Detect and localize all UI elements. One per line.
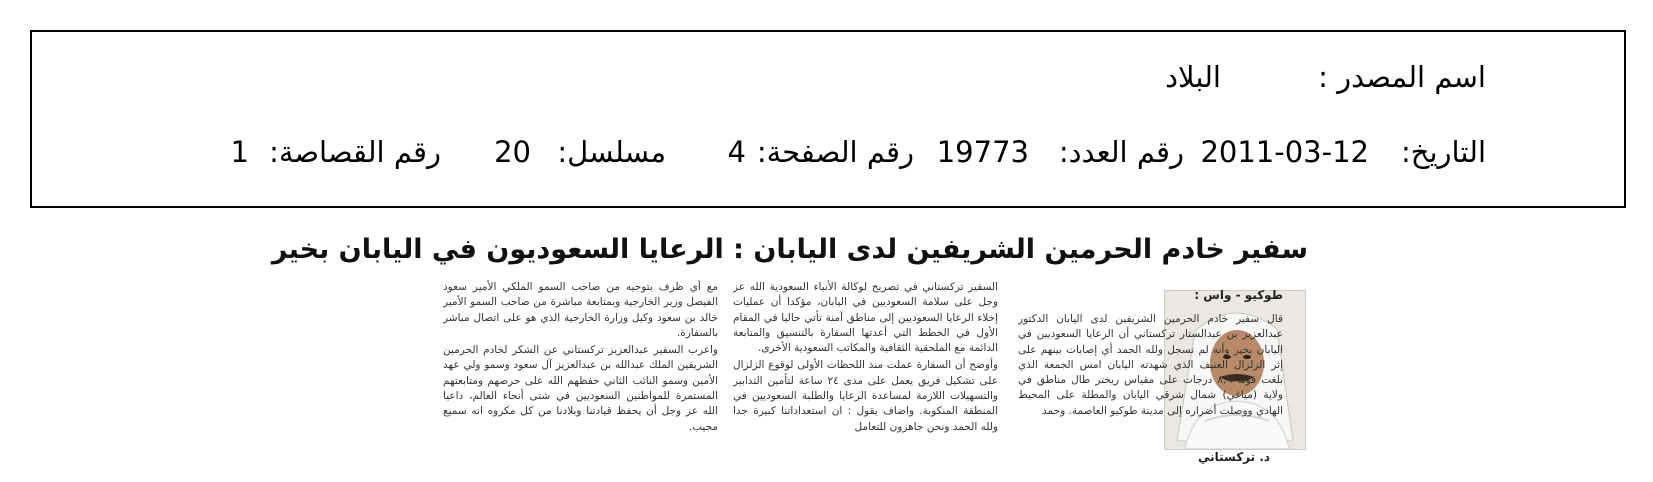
photo-caption: د. تركستاني xyxy=(1197,450,1271,464)
metadata-box xyxy=(30,30,1626,208)
details-line xyxy=(32,132,1624,172)
article-column-1 xyxy=(1018,312,1283,482)
serial-value: 20 xyxy=(494,135,531,169)
issue-value: 19773 xyxy=(936,135,1029,169)
source-label: اسم المصدر : xyxy=(1318,60,1486,94)
article-dateline: طوكيو - واس : xyxy=(1194,288,1283,302)
serial-label: مسلسل: xyxy=(557,135,666,169)
source-line xyxy=(32,57,1624,97)
clip-value: 1 xyxy=(230,135,249,169)
column-3-paragraph-2: واعرب السفير عبدالعزيز تركستاني عن الشكر لخادم الحرمين الشريفين الملك عبدالله بن عبدالعزيز آل سعود وسمو ولي عهد الأمين وسمو النائب الثاني حفظهم الله على حرصهم ومتابعتهم المستمرة للمواطنين السعوديين في شتى أنحاء العالم، داعيا الله عز وجل أن يحفظ قيادتنا وبلادنا من كل مكروه انه سميع مجيب. xyxy=(443,344,718,433)
date-value: 2011-03-12 xyxy=(1200,135,1369,169)
page-label: رقم الصفحة: xyxy=(756,135,914,169)
column-3-paragraph-1: مع أي ظرف بتوجيه من صاحب السمو الملكي الأمير سعود الفيصل وزير الخارجية وبمتابعة مباشرة من صاحب السمو الأمير خالد بن سعود وكيل وزارة الخارجية الذي هو على اتصال مباشر بالسفارة. xyxy=(443,281,718,339)
date-label: التاريخ: xyxy=(1400,135,1486,169)
article-column-3 xyxy=(443,280,718,480)
column-2-paragraph-2: وأوضح أن السفارة عملت منذ اللحظات الأولى لوقوع الزلزال على تشكيل فريق يعمل على مدى ٢٤ ساعة لتأمين التدابير والتسهيلات اللازمة لمساعدة الرعايا والطلبة السعوديين في المنطقة المنكوبة. واضاف يقول : ان استعداداتنا كبيرة جدا ولله الحمد ونحن جاهزون للتعامل xyxy=(733,359,998,433)
article-column-2 xyxy=(733,280,998,480)
issue-label: رقم العدد: xyxy=(1058,135,1184,169)
page-value: 4 xyxy=(727,135,746,169)
column-1-paragraph: قال سفير خادم الحرمين الشريفين لدى اليابان الدكتور عبدالعزيز بن عبدالستار تركستاني أن الرعايا السعوديين في اليابان بخير وأنه لم تسجل ولله الحمد أي إصابات بينهم على إثر الزلزال العنيف الذي شهدته اليابان امس الجمعة الذي بلغت قوته ٨,٩ درجات على مقياس ريختر طال مناطق في ولاية (مياغي) شمال شرقي اليابان والمطلة على المحيط الهادي ووصلت أضراره إلى مدينة طوكيو العاصمة. وحمد xyxy=(1018,313,1283,417)
article-clipping xyxy=(0,232,1653,479)
article-headline: سفير خادم الحرمين الشريفين لدى اليابان : الرعايا السعوديون في اليابان بخير xyxy=(271,234,1308,265)
source-value: البلاد xyxy=(1165,60,1221,94)
clip-label: رقم القصاصة: xyxy=(269,135,441,169)
column-2-paragraph-1: السفير تركستاني في تصريح لوكالة الأنباء السعودية الله عز وجل على سلامة السعوديين في اليابان، مؤكدا أن عمليات إخلاء الرعايا السعوديين إلى مناطق آمنة تأتي حاليا في المقام الأول في الخطط التي أعدتها السفارة بالتنسيق والمتابعة الدائمة مع الملحقية الثقافية والمكاتب السعودية الأخرى. xyxy=(733,281,998,355)
